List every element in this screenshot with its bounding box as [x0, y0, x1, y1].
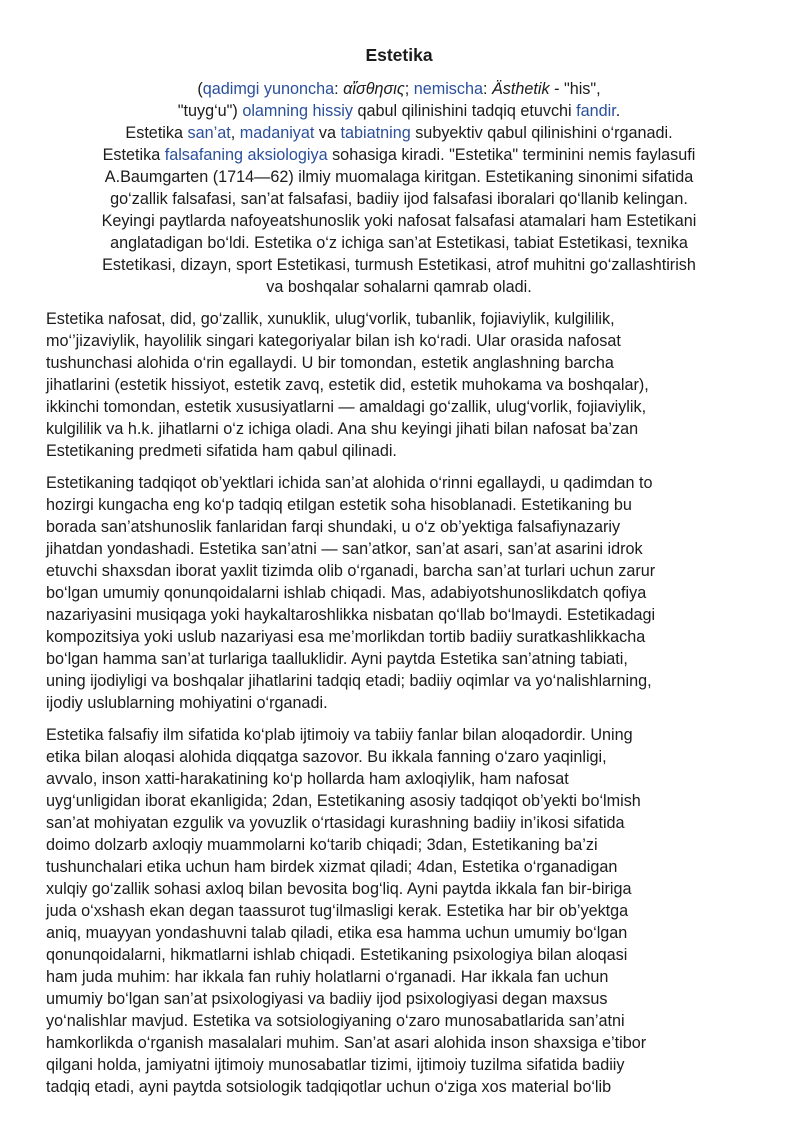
link-olamning-hissiy[interactable]: olamning hissiy — [242, 102, 353, 120]
paragraph-line: bo‘lgan umumiy qonunqoidalarni ishlab chiqadi. Mas, adabiyotshunoslikdatch qofiya — [46, 584, 647, 602]
paragraph-line: jihatdan yondashadi. Estetika san’atni — san’atkor, san’at asari, san’at asarini idrok — [46, 540, 643, 558]
intro-text: : — [482, 80, 492, 98]
paragraph-line: tadqiq etadi, ayni paytda sotsiologik tadqiqotlar uchun o‘ziga xos material bo‘lib — [46, 1078, 612, 1096]
intro-line: go‘zallik falsafasi, san’at falsafasi, badiiy ijod falsafasi iboralari qo‘llanib kelingan. — [110, 190, 688, 208]
paragraph-line: uyg‘unligidan iborat ekanligida; 2dan, Estetikaning asosiy tadqiqot ob’yekti bo‘lmish — [46, 792, 641, 810]
link-madaniyat[interactable]: madaniyat — [239, 124, 315, 142]
paragraph-line: etuvchi shaxsdan iborat yaxlit tizimda olib o‘rganadi, barcha san’at turlari uchun zarur — [46, 562, 656, 580]
intro-text: , — [230, 124, 240, 142]
intro-paragraph — [46, 78, 752, 298]
link-fandir[interactable]: fandir — [576, 102, 616, 120]
paragraph-line: hamkorlikda o‘rganish masalalari muhim. San’at asari alohida inson shaxsiga e’tibor — [46, 1034, 647, 1052]
link-falsafaning-aksiologiya[interactable]: falsafaning aksiologiya — [164, 146, 328, 164]
paragraph-line: umumiy bo‘lgan san’at psixologiyasi va badiiy ijod psixologiyasi degan maxsus — [46, 990, 608, 1008]
intro-text: Estetika — [125, 124, 188, 142]
intro-text: ( — [197, 80, 203, 98]
paragraph-line: qilgani holda, jamiyatni ijtimoiy munosabatlar tizimi, ijtimoiy tuzilma sifatida badiiy — [46, 1056, 625, 1074]
paragraph-line: yo‘nalishlar mavjud. Estetika va sotsiologiyaning o‘zaro munosabatlarida san’atni — [46, 1012, 625, 1030]
body-paragraph-1 — [46, 308, 752, 462]
intro-line: va boshqalar sohalarni qamrab oladi. — [266, 278, 532, 296]
intro-text: subyektiv qabul qilinishini o‘rganadi. — [410, 124, 673, 142]
intro-text: va — [314, 124, 341, 142]
intro-text: - "his", — [549, 80, 601, 98]
intro-text: . — [615, 102, 621, 120]
intro-line — [46, 144, 752, 166]
paragraph-line: tushunchasi alohida o‘rin egallaydi. U bir tomondan, estetik anglashning barcha — [46, 354, 614, 372]
paragraph-line: mo‘’jizaviylik, hayolilik singari kategoriyalar bilan ish ko‘radi. Ular orasida nafosat — [46, 332, 621, 350]
intro-text: "tuyg‘u") — [177, 102, 243, 120]
paragraph-line: kulgililik va h.k. jihatlarni o‘z ichiga oladi. Ana shu keyingi jihati bilan nafosat ba’zan — [46, 420, 639, 438]
paragraph-line: jihatlarini (estetik hissiyot, estetik zavq, estetik did, estetik muhokama va boshqalar), — [46, 376, 649, 394]
paragraph-line: doimo dolzarb axloqiy muammolarni ko‘tarib chiqadi; 3dan, Estetikaning ba’zi — [46, 836, 598, 854]
paragraph-line: ijodiy uslublarning mohiyatini o‘rganadi. — [46, 694, 328, 712]
paragraph-line: Estetika nafosat, did, go‘zallik, xunuklik, ulug‘vorlik, tubanlik, fojiaviylik, kulgililik, — [46, 310, 615, 328]
paragraph-line: Estetikaning predmeti sifatida ham qabul qilinadi. — [46, 442, 397, 460]
link-tabiatning[interactable]: tabiatning — [340, 124, 411, 142]
body-paragraph-2 — [46, 472, 752, 714]
intro-text: : — [334, 80, 344, 98]
link-nemischa[interactable]: nemischa — [413, 80, 483, 98]
paragraph-line: tushunchalari etika uchun ham birdek xizmat qiladi; 4dan, Estetika o‘rganadigan — [46, 858, 618, 876]
intro-line — [46, 78, 752, 100]
intro-text: Estetika — [102, 146, 165, 164]
intro-text: ; — [404, 80, 414, 98]
paragraph-line: hozirgi kungacha eng ko‘p tadqiq etilgan estetik soha hisoblanadi. Estetikaning bu — [46, 496, 632, 514]
intro-line: Keyingi paytlarda nafoyeatshunoslik yoki nafosat falsafasi atamalari ham Estetikani — [101, 212, 697, 230]
paragraph-line: ham juda muhim: har ikkala fan ruhiy holatlarni o‘rganadi. Har ikkala fan uchun — [46, 968, 609, 986]
intro-text: qabul qilinishini tadqiq etuvchi — [352, 102, 577, 120]
intro-line: A.Baumgarten (1714—62) ilmiy muomalaga kiritgan. Estetikaning sinonimi sifatida — [104, 168, 694, 186]
link-sanat[interactable]: san’at — [187, 124, 231, 142]
paragraph-line: uning ijodiyligi va boshqalar jihatlarini tadqiq etadi; badiiy oqimlar va yo‘nalishlarning, — [46, 672, 652, 690]
paragraph-line: xulqiy go‘zallik sohasi axloq bilan bevosita bog‘liq. Ayni paytda ikkala fan bir-biriga — [46, 880, 632, 898]
paragraph-line: ikkinchi tomondan, estetik xususiyatlarni — amaldagi go‘zallik, ulug‘vorlik, fojiaviylik, — [46, 398, 647, 416]
paragraph-line: Estetika falsafiy ilm sifatida ko‘plab ijtimoiy va tabiiy fanlar bilan aloqadordir. Uning — [46, 726, 633, 744]
body-paragraph-3 — [46, 724, 752, 1098]
paragraph-line: san’at mohiyatan ezgulik va yovuzlik o‘rtasidagi kurashning badiiy in’ikosi sifatida — [46, 814, 625, 832]
paragraph-line: qonunqoidalarni, hikmatlarni ishlab chiqadi. Estetikaning psixologiya bilan aloqasi — [46, 946, 628, 964]
paragraph-line: kompozitsiya yoki uslub nazariyasi esa me’morlikdan tortib badiiy suratkashlikkacha — [46, 628, 646, 646]
paragraph-line: juda o‘xshash ekan degan taassurot tug‘ilmasligi kerak. Estetika har bir ob’yektga — [46, 902, 629, 920]
page-title: Estetika — [365, 45, 433, 65]
paragraph-line: nazariyasini musiqaga yoki haykaltaroshlikka nisbatan qo‘llab bo‘lmaydi. Estetikadagi — [46, 606, 656, 624]
german-term: Ästhetik — [491, 80, 550, 98]
intro-text: sohasiga kiradi. "Estetika" terminini nemis faylasufi — [327, 146, 696, 164]
paragraph-line: aniq, muayyan yondashuvni talab qiladi, etika esa hamma uchun umumiy bo‘lgan — [46, 924, 628, 942]
link-qadimgi-yunoncha[interactable]: qadimgi yunoncha — [202, 80, 335, 98]
paragraph-line: avvalo, inson xatti-harakatining ko‘p hollarda ham axloqiylik, ham nafosat — [46, 770, 569, 788]
paragraph-line: bo‘lgan hamma san’at turlariga taalluklidir. Ayni paytda Estetika san’atning tabiati, — [46, 650, 628, 668]
paragraph-line: borada san’atshunoslik fanlaridan farqi shundaki, u o‘z ob’yektiga falsafiynazariy — [46, 518, 621, 536]
intro-line: anglatadigan bo‘ldi. Estetika o‘z ichiga san’at Estetikasi, tabiat Estetikasi, texnika — [110, 234, 688, 252]
intro-line — [46, 122, 752, 144]
paragraph-line: Estetikaning tadqiqot ob’yektlari ichida san’at alohida o‘rinni egallaydi, u qadimdan to — [46, 474, 653, 492]
intro-line — [46, 100, 752, 122]
paragraph-line: etika bilan aloqasi alohida diqqatga sazovor. Bu ikkala fanning o‘zaro yaqinligi, — [46, 748, 607, 766]
greek-term: αἴσθησις — [343, 80, 405, 98]
intro-line: Estetikasi, dizayn, sport Estetikasi, turmush Estetikasi, atrof muhitni go‘zallashtirish — [102, 256, 696, 274]
